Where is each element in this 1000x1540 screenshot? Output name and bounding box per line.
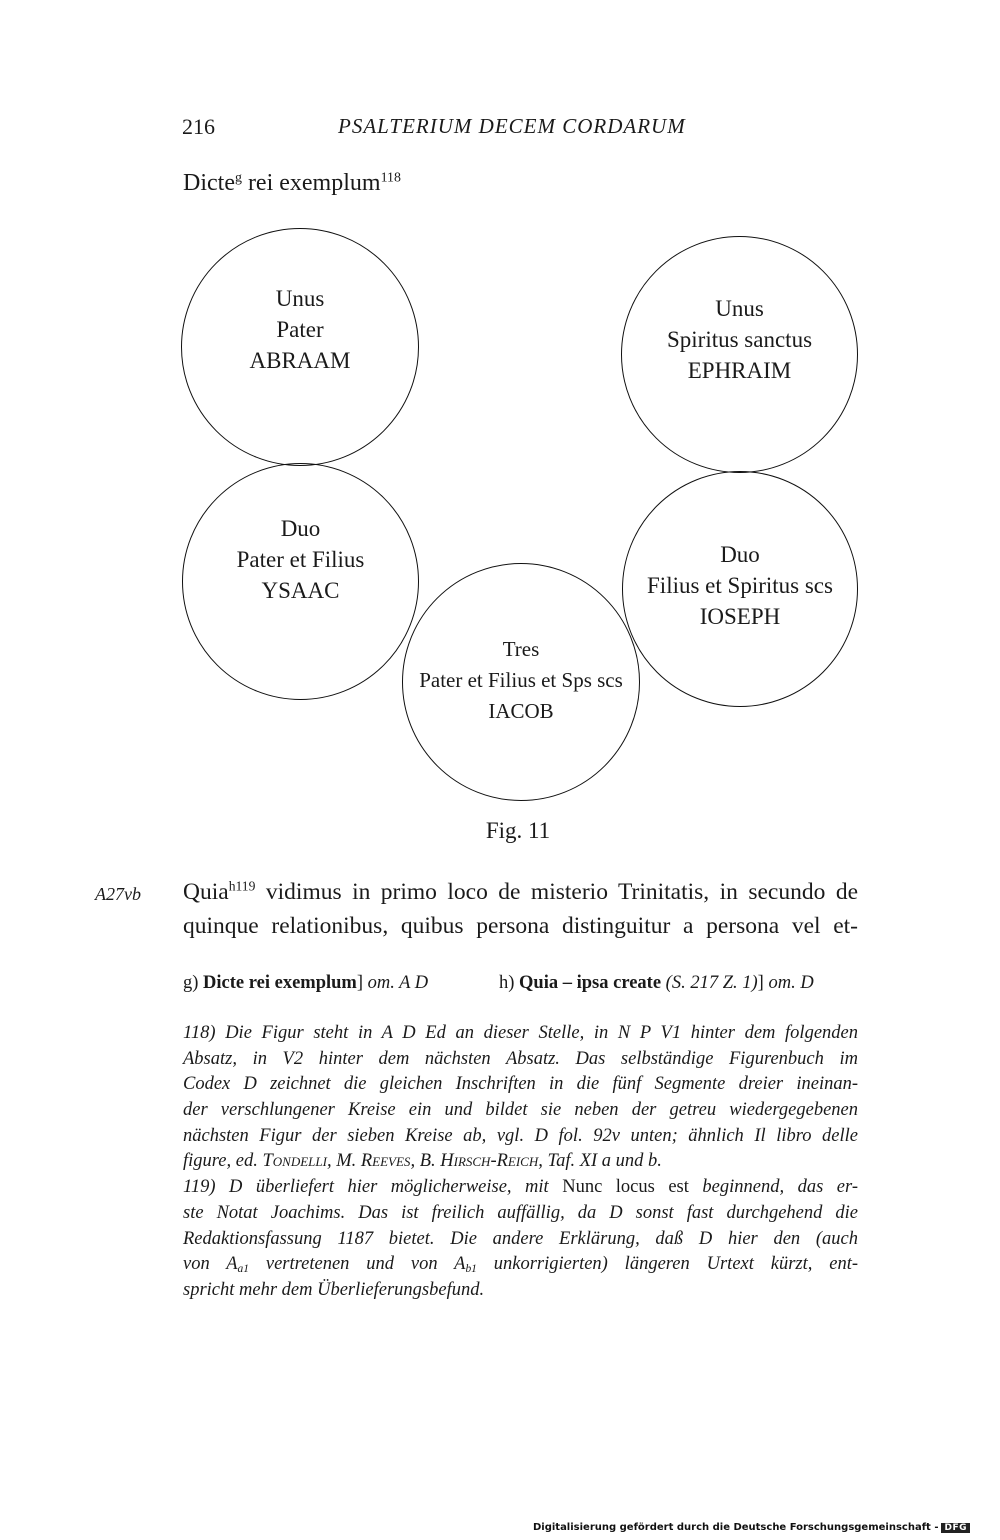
circle-line: Filius et Spiritus scs: [647, 572, 833, 598]
author-name: Tondelli: [262, 1151, 327, 1172]
apparatus-label: g): [183, 973, 204, 993]
circle-line: Unus: [715, 296, 764, 321]
fn-text: vertretenen und von A: [249, 1254, 466, 1275]
main-text-line-1: [183, 875, 858, 909]
circle-abraam: [181, 228, 419, 466]
circle-line: IACOB: [488, 698, 554, 723]
circle-line: ABRAAM: [249, 347, 351, 373]
footnote-118-line: nächsten Figur der sieben Kreise ab, vgl. D fol. 92v unten; ähnlich Il libro delle: [183, 1125, 858, 1146]
footnote-mark-g: g: [234, 170, 242, 186]
footnote-119-line: [183, 1252, 858, 1278]
fn-subscript: a1: [237, 1263, 250, 1276]
footnote-118-line-last: [183, 1149, 858, 1175]
circle-line: Pater et Filius: [236, 547, 365, 572]
footnotes: [183, 1021, 858, 1304]
fn-text: unkorrigierten) längeren Urtext kürzt, ent-: [476, 1254, 858, 1275]
main-text-word: Quia: [183, 879, 229, 905]
fn-text: , M.: [326, 1151, 361, 1172]
circle-line: EPHRAIM: [687, 358, 792, 383]
fn-text: 119) D überliefert hier möglicherweise, mit: [183, 1177, 563, 1198]
figure-heading: [183, 170, 401, 197]
fn-text: , Taf. XI a und b.: [538, 1151, 662, 1172]
footnote-118-line: der verschlungener Kreise ein und bildet sie neben der getreu wiedergegebenen: [183, 1100, 858, 1121]
figure-heading-text: Dicte: [183, 170, 235, 196]
circle-line: Spiritus sanctus: [666, 327, 813, 352]
circle-line: Pater: [276, 316, 324, 342]
circle-line: Tres: [502, 636, 540, 661]
footnote-mark-118: 118: [380, 170, 401, 186]
fn-text: von A: [183, 1254, 238, 1275]
fn-subscript: b1: [465, 1263, 477, 1276]
circle-ioseph: [622, 471, 858, 707]
margin-folio-note: A27vb: [95, 884, 141, 904]
circle-ysaac: [182, 463, 419, 700]
circle-line: Pater et Filius et Sps scs: [419, 667, 623, 692]
circle-line: IOSEPH: [699, 603, 781, 629]
footnote-118-line: 118) Die Figur steht in A D Ed an dieser Stelle, in N P V1 hinter dem folgenden: [183, 1023, 858, 1043]
figure-caption: Fig. 11: [485, 818, 551, 843]
circle-ephraim: [621, 236, 858, 473]
figure-heading-text-2: rei exemplum: [241, 170, 381, 196]
footnote-mark-h119: h119: [228, 878, 256, 894]
apparatus-label: h): [499, 973, 520, 993]
author-name: Hirsch-Reich: [440, 1151, 539, 1172]
author-name: Reeves: [360, 1151, 411, 1172]
dfg-logo: DFG: [941, 1523, 970, 1533]
fn-roman-text: Nunc locus est: [562, 1177, 689, 1198]
circle-iacob: [402, 563, 640, 801]
footnote-118-line: Codex D zeichnet die gleichen Inschriften in die fünf Segmente dreier ineinan-: [183, 1074, 858, 1095]
apparatus-note: om. A D: [367, 973, 429, 993]
circle-line: Unus: [275, 285, 325, 311]
credit-text: Digitalisierung gefördert durch die Deutsche Forschungsgemeinschaft -: [532, 1522, 939, 1533]
main-text-line-2: quinque relationibus, quibus persona distinguitur a persona vel et-: [183, 913, 858, 939]
apparatus-lemma: Dicte rei exemplum: [203, 973, 357, 993]
main-text: [183, 875, 858, 943]
circle-line: Duo: [280, 516, 321, 541]
fn-text: beginnend, das er-: [688, 1177, 858, 1198]
footnote-119-line-last: spricht mehr dem Überlieferungsbefund.: [183, 1279, 485, 1300]
fn-text: , B.: [410, 1151, 441, 1172]
footnote-118-line: Absatz, in V2 hinter dem nächsten Absatz. Das selbständige Figurenbuch im: [183, 1048, 858, 1069]
apparatus-note: om. D: [768, 973, 814, 993]
circle-line: Duo: [720, 541, 760, 567]
apparatus-bracket: ]: [757, 973, 769, 993]
footnote-119-line: Redaktionsfassung 1187 bietet. Die andere Erklärung, daß D hier den (auch: [183, 1228, 858, 1249]
footnote-119-line: ste Notat Joachims. Das ist freilich auffällig, da D sonst fast durchgehend die: [183, 1202, 858, 1223]
apparatus-entry-g: [183, 973, 428, 994]
main-text-rest: vidimus in primo loco de misterio Trinitatis, in secundo de: [255, 879, 858, 905]
digitization-credit: [533, 1522, 970, 1533]
apparatus-bracket: ]: [356, 973, 368, 993]
running-title: PSALTERIUM DECEM CORDARUM: [338, 114, 686, 138]
apparatus-ref: (S. 217 Z. 1): [661, 973, 758, 993]
apparatus-lemma: Quia – ipsa create: [519, 973, 662, 993]
apparatus-entry-h: [499, 973, 814, 994]
fn-text: figure, ed.: [183, 1151, 263, 1172]
footnote-119-line: [183, 1175, 858, 1201]
page-number: 216: [182, 114, 215, 139]
circle-line: YSAAC: [261, 578, 340, 603]
